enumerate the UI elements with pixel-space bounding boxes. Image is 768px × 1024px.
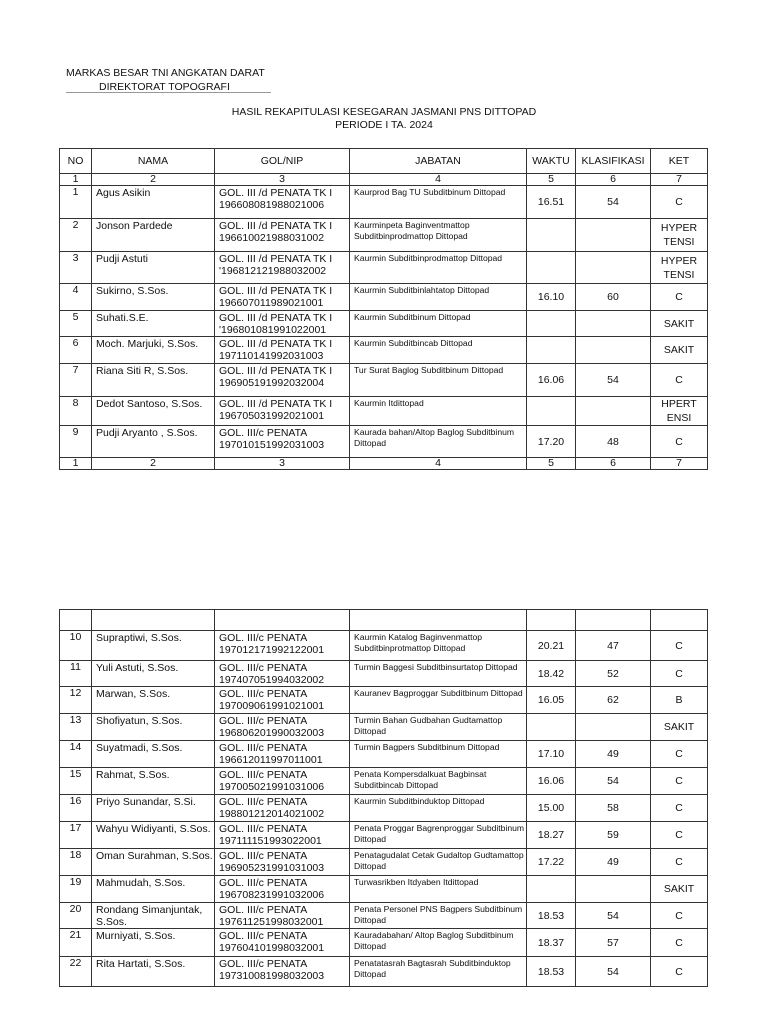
golongan: GOL. III/c PENATA [219,769,308,781]
position: Kauradabahan/ Altop Baglog Subditbinum Dittopad [350,929,527,957]
nip: 197611251998032001 [219,916,324,928]
time-value: 18.42 [527,661,576,687]
employee-name: Riana Siti R, S.Sos. [92,364,215,397]
table-row [60,822,708,849]
classification-score: 59 [576,822,651,849]
col-waktu: WAKTU [527,149,576,174]
position: Turmin Baggesi Subditbinsurtatop Dittopad [350,661,527,687]
remark: C [651,426,708,458]
golongan-nip [215,186,350,219]
position: Kaurmin Katalog Baginvenmattop Subditbinprotmattop Dittopad [350,631,527,661]
golongan-nip [215,714,350,741]
classification-score: 48 [576,426,651,458]
row-number: 11 [60,661,92,687]
col-no: NO [60,149,92,174]
time-value [527,876,576,903]
employee-name: Sukirno, S.Sos. [92,284,215,311]
remark: C [651,284,708,311]
time-value: 18.37 [527,929,576,957]
remark: C [651,186,708,219]
index-cell: 6 [576,458,651,470]
row-number: 16 [60,795,92,822]
position: Penatatasrah Bagtasrah Subditbinduktop Dittopad [350,957,527,987]
position: Kaurmin Subditbinduktop Dittopad [350,795,527,822]
remark: C [651,929,708,957]
index-cell: 2 [92,458,215,470]
table-row [60,957,708,987]
row-number: 9 [60,426,92,458]
index-cell: 5 [527,458,576,470]
golongan-nip [215,631,350,661]
table-row [60,219,708,252]
remark: C [651,661,708,687]
index-cell: 7 [651,174,708,186]
classification-score: 49 [576,741,651,768]
position: Kaurada bahan/Altop Baglog Subditbinum Dittopad [350,426,527,458]
classification-score: 47 [576,631,651,661]
nip: 196708231991032006 [219,889,325,901]
remark: C [651,957,708,987]
table-row [60,661,708,687]
nip: 196705031992021001 [219,410,325,422]
nip: 197604101998032001 [219,942,325,954]
classification-score: 54 [576,364,651,397]
nip: 197407051994032002 [219,674,325,686]
golongan-nip [215,397,350,426]
table-row [60,768,708,795]
classification-score [576,397,651,426]
remark: HYPER TENSI [651,219,708,252]
employee-name: Shofiyatun, S.Sos. [92,714,215,741]
column-index-row [60,174,708,186]
golongan: GOL. III/c PENATA [219,877,308,889]
table-row [60,687,708,714]
employee-name: Moch. Marjuki, S.Sos. [92,337,215,364]
golongan: GOL. III/c PENATA [219,662,308,674]
index-cell: 2 [92,174,215,186]
nip: 198801212014021002 [219,808,325,820]
table-row [60,929,708,957]
classification-score: 52 [576,661,651,687]
golongan-nip [215,252,350,284]
index-cell: 7 [651,458,708,470]
golongan-nip [215,957,350,987]
classification-score [576,876,651,903]
time-value: 17.10 [527,741,576,768]
golongan-nip [215,849,350,876]
classification-score [576,714,651,741]
remark: C [651,768,708,795]
classification-score: 54 [576,903,651,929]
position: Penatagudalat Cetak Gudaltop Gudtamattop Dittopad [350,849,527,876]
col-golnip: GOL/NIP [215,149,350,174]
remark: HYPER TENSI [651,252,708,284]
golongan: GOL. III/c PENATA [219,823,308,835]
employee-name: Rondang Simanjuntak, S.Sos. [92,903,215,929]
remark: SAKIT [651,714,708,741]
golongan: GOL. III/c PENATA [219,796,308,808]
table-row [60,849,708,876]
golongan: GOL. III/c PENATA [219,958,308,970]
time-value: 15.00 [527,795,576,822]
remark: SAKIT [651,337,708,364]
position: Turmin Bahan Gudbahan Gudtamattop Dittopad [350,714,527,741]
golongan: GOL. III/c PENATA [219,742,308,754]
recap-table-page1 [59,148,708,470]
index-cell: 3 [215,458,350,470]
employee-name: Jonson Pardede [92,219,215,252]
golongan-nip [215,311,350,337]
employee-name: Oman Surahman, S.Sos. [92,849,215,876]
employee-name: Supraptiwi, S.Sos. [92,631,215,661]
remark: B [651,687,708,714]
position: Kaurmin Subditbinum Dittopad [350,311,527,337]
table-row [60,903,708,929]
golongan-nip [215,795,350,822]
time-value: 17.20 [527,426,576,458]
golongan-nip [215,876,350,903]
golongan: GOL. III/c PENATA [219,850,308,862]
classification-score: 60 [576,284,651,311]
position: Kaurmin Subditbinlahtatop Dittopad [350,284,527,311]
table-row [60,876,708,903]
nip: '196801081991022001 [219,324,327,336]
nip: 197010151992031003 [219,439,325,451]
row-number: 20 [60,903,92,929]
employee-name: Murniyati, S.Sos. [92,929,215,957]
golongan: GOL. III/c PENATA [219,715,308,727]
nip: 196610021988031002 [219,232,325,244]
nip: '196812121988032002 [219,265,327,277]
position: Penata Personel PNS Bagpers Subditbinum Dittopad [350,903,527,929]
table-row [60,337,708,364]
employee-name: Wahyu Widiyanti, S.Sos. [92,822,215,849]
classification-score [576,252,651,284]
classification-score: 58 [576,795,651,822]
row-number: 19 [60,876,92,903]
remark: SAKIT [651,311,708,337]
table-row [60,364,708,397]
index-cell: 1 [60,174,92,186]
time-value [527,252,576,284]
period-line: PERIODE I TA. 2024 [335,119,433,131]
table-row [60,795,708,822]
golongan: GOL. III/c PENATA [219,427,308,439]
remark: C [651,822,708,849]
time-value [527,714,576,741]
nip: 197310081998032003 [219,970,325,982]
position: Tur Surat Baglog Subditbinum Dittopad [350,364,527,397]
index-cell: 6 [576,174,651,186]
table-row [60,311,708,337]
table-row [60,426,708,458]
time-value: 20.21 [527,631,576,661]
position: Turwasrikben Itdyaben Itdittopad [350,876,527,903]
row-number: 21 [60,929,92,957]
employee-name: Priyo Sunandar, S.Si. [92,795,215,822]
golongan: GOL. III /d PENATA TK I [219,285,333,297]
position: Turmin Bagpers Subditbinum Dittopad [350,741,527,768]
table-row [60,631,708,661]
time-value [527,397,576,426]
row-number: 6 [60,337,92,364]
nip: 196608081988021006 [219,199,325,211]
row-number: 1 [60,186,92,219]
row-number: 10 [60,631,92,661]
row-number: 17 [60,822,92,849]
golongan: GOL. III /d PENATA TK I [219,398,333,410]
table-row [60,252,708,284]
golongan: GOL. III/c PENATA [219,930,308,942]
col-klasifikasi: KLASIFIKASI [576,149,651,174]
position: Kaurmin Subditbincab Dittopad [350,337,527,364]
position: Penata Proggar Bagrenproggar Subditbinum Dittopad [350,822,527,849]
header-underline [66,92,271,93]
golongan: GOL. III/c PENATA [219,688,308,700]
index-cell: 1 [60,458,92,470]
row-number: 15 [60,768,92,795]
col-nama: NAMA [92,149,215,174]
golongan-nip [215,426,350,458]
document-title [0,106,768,132]
classification-score: 57 [576,929,651,957]
classification-score [576,311,651,337]
row-number: 22 [60,957,92,987]
golongan-nip [215,284,350,311]
golongan-nip [215,687,350,714]
golongan-nip [215,768,350,795]
golongan-nip [215,219,350,252]
index-cell: 4 [350,458,527,470]
golongan-nip [215,822,350,849]
time-value: 16.06 [527,768,576,795]
table-row [60,741,708,768]
remark: C [651,741,708,768]
row-number: 5 [60,311,92,337]
position: Kaurmin Subditbinprodmattop Dittopad [350,252,527,284]
col-ket: KET [651,149,708,174]
classification-score: 54 [576,186,651,219]
golongan: GOL. III /d PENATA TK I [219,220,333,232]
classification-score: 49 [576,849,651,876]
golongan: GOL. III /d PENATA TK I [219,187,333,199]
column-header-row [60,149,708,174]
golongan-nip [215,337,350,364]
time-value: 17.22 [527,849,576,876]
employee-name: Suyatmadi, S.Sos. [92,741,215,768]
remark: C [651,903,708,929]
nip: 196905231991031003 [219,862,325,874]
golongan: GOL. III /d PENATA TK I [219,338,333,350]
position: Penata Kompersdalkuat Bagbinsat Subditbincab Dittopad [350,768,527,795]
nip: 197012171992122001 [219,644,325,656]
row-number: 3 [60,252,92,284]
row-number: 13 [60,714,92,741]
table-row [60,186,708,219]
classification-score [576,219,651,252]
table-row [60,714,708,741]
classification-score: 62 [576,687,651,714]
remark: C [651,849,708,876]
golongan-nip [215,364,350,397]
nip: 196612011997011001 [219,754,323,766]
classification-score: 54 [576,957,651,987]
time-value: 16.05 [527,687,576,714]
golongan-nip [215,903,350,929]
golongan: GOL. III /d PENATA TK I [219,312,333,324]
nip: 197111151993022001 [219,835,322,847]
golongan-nip [215,741,350,768]
remark: C [651,631,708,661]
nip: 196806201990032003 [219,727,325,739]
employee-name: Dedot Santoso, S.Sos. [92,397,215,426]
row-number: 7 [60,364,92,397]
nip: 196905191992032004 [219,377,325,389]
employee-name: Suhati.S.E. [92,311,215,337]
time-value: 16.10 [527,284,576,311]
employee-name: Rita Hartati, S.Sos. [92,957,215,987]
row-number: 12 [60,687,92,714]
position: Kaurmin Itdittopad [350,397,527,426]
golongan-nip [215,661,350,687]
recap-table-page2 [59,609,708,987]
position: Kaurminpeta Baginventmattop Subditbinprodmattop Dittopad [350,219,527,252]
table-row [60,397,708,426]
row-number: 2 [60,219,92,252]
col-jabatan: JABATAN [350,149,527,174]
golongan: GOL. III/c PENATA [219,632,308,644]
nip: 197005021991031006 [219,781,325,793]
position: Kauranev Bagproggar Subditbinum Dittopad [350,687,527,714]
nip: 196607011989021001 [219,297,324,309]
time-value [527,311,576,337]
remark: C [651,364,708,397]
row-number: 18 [60,849,92,876]
org-header [66,66,265,94]
time-value [527,219,576,252]
row-number: 4 [60,284,92,311]
time-value: 18.53 [527,903,576,929]
time-value: 16.06 [527,364,576,397]
employee-name: Yuli Astuti, S.Sos. [92,661,215,687]
employee-name: Marwan, S.Sos. [92,687,215,714]
org-directorate: DIREKTORAT TOPOGRAFI [99,81,230,93]
position: Kaurprod Bag TU Subditbinum Dittopad [350,186,527,219]
index-cell: 5 [527,174,576,186]
time-value: 18.27 [527,822,576,849]
table-row [60,284,708,311]
remark: SAKIT [651,876,708,903]
golongan-nip [215,929,350,957]
org-name: MARKAS BESAR TNI ANGKATAN DARAT [66,67,265,79]
time-value: 18.53 [527,957,576,987]
classification-score: 54 [576,768,651,795]
index-cell: 3 [215,174,350,186]
title-line: HASIL REKAPITULASI KESEGARAN JASMANI PNS DITTOPAD [231,106,537,118]
column-index-footer-row [60,458,708,470]
remark: C [651,795,708,822]
employee-name: Mahmudah, S.Sos. [92,876,215,903]
time-value: 16.51 [527,186,576,219]
employee-name: Pudji Aryanto , S.Sos. [92,426,215,458]
golongan: GOL. III/c PENATA [219,904,308,916]
golongan: GOL. III /d PENATA TK I [219,365,333,377]
nip: 197009061991021001 [219,700,325,712]
nip: 197110141992031003 [219,350,324,362]
index-cell: 4 [350,174,527,186]
employee-name: Pudji Astuti [92,252,215,284]
empty-header-row [60,610,708,631]
time-value [527,337,576,364]
remark: HPERT ENSI [651,397,708,426]
golongan: GOL. III /d PENATA TK I [219,253,333,265]
row-number: 14 [60,741,92,768]
employee-name: Agus Asikin [92,186,215,219]
row-number: 8 [60,397,92,426]
classification-score [576,337,651,364]
employee-name: Rahmat, S.Sos. [92,768,215,795]
